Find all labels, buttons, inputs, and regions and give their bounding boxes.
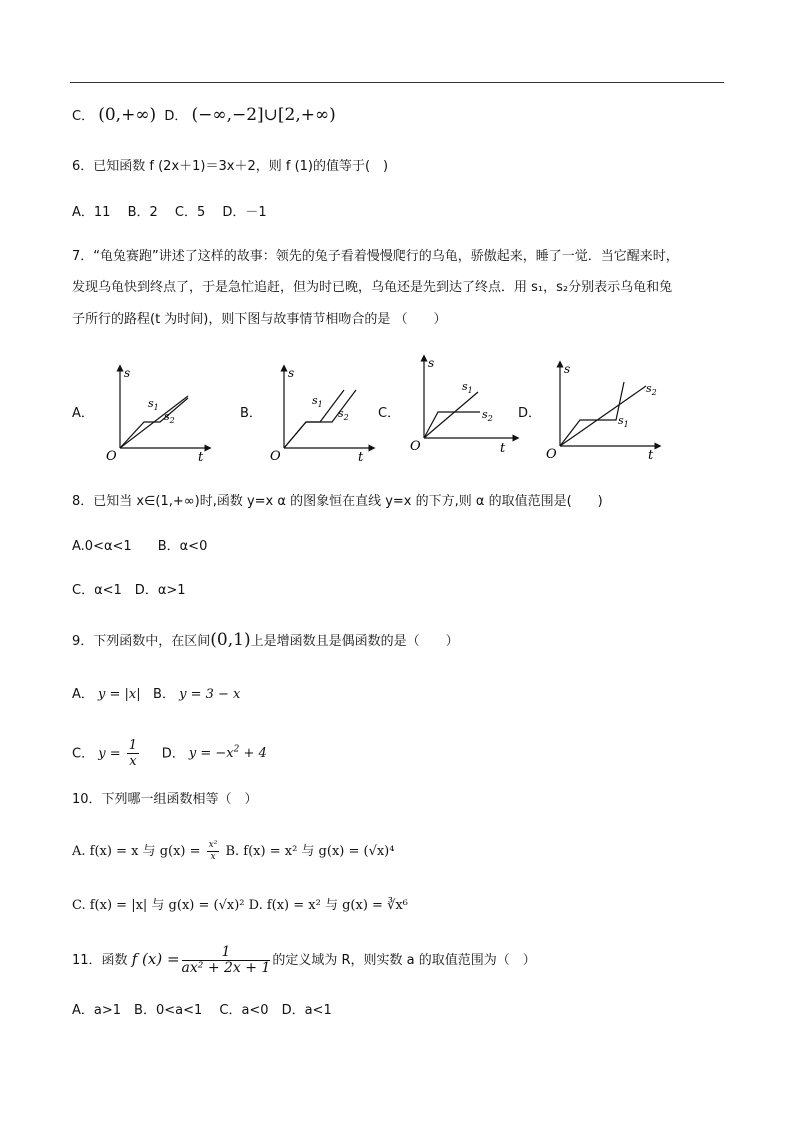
q8-options-cd: C．α<1 D．α>1 [72, 583, 186, 598]
q10-option-d: D. f(x) = x² 与 g(x) = ∛x⁶ [244, 898, 408, 913]
q9-option-a-label: A． [72, 687, 94, 702]
q7-graph-b [264, 360, 384, 465]
q7-option-c-label: C． [378, 406, 401, 421]
s2-label: $s_2$ [646, 382, 657, 397]
q5-option-c: (0,+∞) [98, 105, 157, 125]
q10-option-a-fraction [207, 840, 220, 863]
header-rule [70, 82, 724, 83]
s2-label: $s_2$ [482, 408, 493, 423]
q10-option-b: B. f(x) = x² 与 g(x) = (√x)⁴ [221, 844, 395, 859]
q10-stem: 10．下列哪一组函数相等（ ） [72, 792, 258, 807]
q7-graph-a [100, 360, 220, 465]
q7-option-d-label: D． [518, 406, 542, 421]
origin-label: O [546, 447, 557, 462]
s2-curve [424, 412, 480, 438]
q9-stem-pre: 9．下列函数中，在区间 [72, 634, 211, 649]
q9-option-c-denominator: x [129, 754, 137, 770]
s1-label: $s_1$ [462, 380, 473, 395]
q9-option-d-label: D． [161, 746, 185, 762]
q11-stem [72, 941, 536, 979]
q9-interval: (0,1) [210, 630, 251, 650]
q6-options: A．11 B．2 C．5 D．－1 [72, 205, 267, 220]
q7-line-3: 子所行的路程(t 为时间)，则下图与故事情节相吻合的是 （ ） [72, 312, 447, 327]
q9-option-c-lhs: y = [98, 746, 121, 762]
q11-options: A．a>1 B．0<a<1 C．a<0 D．a<1 [72, 1003, 332, 1018]
q7-line-2: 发现乌龟快到终点了，于是急忙追赶，但为时已晚，乌龟还是先到达了终点．用 s₁，s₂分别表示乌龟和兔 [72, 280, 673, 295]
q8-options-ab: A.0<α<1 B．α<0 [72, 539, 208, 554]
q11-stem-pre: 11．函数 [72, 953, 128, 968]
q9-option-c-label: C． [72, 746, 95, 762]
axis-label-t: t [648, 448, 654, 463]
q5-option-c-label: C． [72, 109, 95, 124]
s2-label: $s_2$ [338, 407, 349, 422]
s1-label: $s_1$ [148, 397, 159, 412]
q9-options-cd [72, 734, 267, 770]
axis-label-s: s [564, 362, 571, 376]
q9-options-ab [72, 686, 240, 704]
q10-option-a-denominator: x [210, 852, 216, 862]
q7-option-b-label: B． [240, 406, 262, 421]
axis-label-t: t [358, 450, 364, 465]
s1-curve [424, 392, 478, 438]
q9-option-c-numerator: 1 [128, 738, 138, 754]
q7-option-a-label: A． [72, 406, 94, 421]
q11-denominator: ax² + 2x + 1 [181, 960, 271, 976]
q9-option-c-fraction [127, 738, 139, 769]
q7-graph-d [542, 358, 666, 466]
q10-option-c: C. f(x) = |x| 与 g(x) = (√x)² [72, 898, 245, 913]
axis-label-s: s [124, 366, 131, 380]
q8-stem: 8．已知当 x∈(1,+∞)时,函数 y=x α 的图象恒在直线 y=x 的下方,则 α 的取值范围是( ) [72, 494, 603, 509]
s1-label: $s_1$ [618, 414, 629, 429]
s1-curve [560, 382, 624, 446]
q10-options-ab [72, 838, 394, 866]
q9-stem-post: 上是增函数且是偶函数的是（ ） [250, 634, 459, 649]
q10-option-a: A. f(x) = x 与 g(x) = [72, 844, 205, 859]
axis-label-t: t [500, 441, 506, 456]
origin-label: O [106, 449, 117, 464]
q5-option-d-label: D． [164, 109, 188, 124]
q10-options-cd [72, 897, 408, 915]
q9-stem [72, 631, 459, 651]
q9-option-a: y = |x| [98, 687, 141, 702]
s2-label: $s_2$ [164, 410, 175, 425]
q5-option-d: (−∞,−2]∪[2,+∞) [191, 105, 336, 125]
q7-graph-c [404, 352, 524, 472]
q11-stem-post: 的定义域为 R，则实数 a 的取值范围为（ ） [272, 953, 536, 968]
q11-numerator: 1 [182, 945, 271, 961]
origin-label: O [270, 449, 281, 464]
q9-option-b-label: B． [153, 687, 175, 702]
q10-option-a-numerator: x² [208, 840, 218, 850]
s2-curve [560, 386, 646, 446]
q7-line-1: 7．“龟兔赛跑”讲述了这样的故事：领先的兔子看着慢慢爬行的乌龟，骄傲起来，睡了一觉．当它醒来时， [72, 249, 679, 264]
q11-fraction [182, 945, 271, 976]
q9-option-d: $y = -x^2 + 4$ [188, 745, 267, 762]
axis-label-s: s [288, 366, 295, 380]
origin-label: O [410, 439, 421, 454]
axis-label-t: t [198, 450, 204, 465]
q11-lhs: f (x) = [131, 950, 180, 968]
s1-label: $s_1$ [312, 394, 323, 409]
q9-option-b: y = 3 − x [179, 687, 241, 702]
q6-stem: 6．已知函数 f (2x＋1)＝3x＋2，则 f (1)的值等于( ) [72, 159, 389, 174]
axis-label-s: s [428, 356, 435, 370]
q5-options [72, 106, 336, 126]
